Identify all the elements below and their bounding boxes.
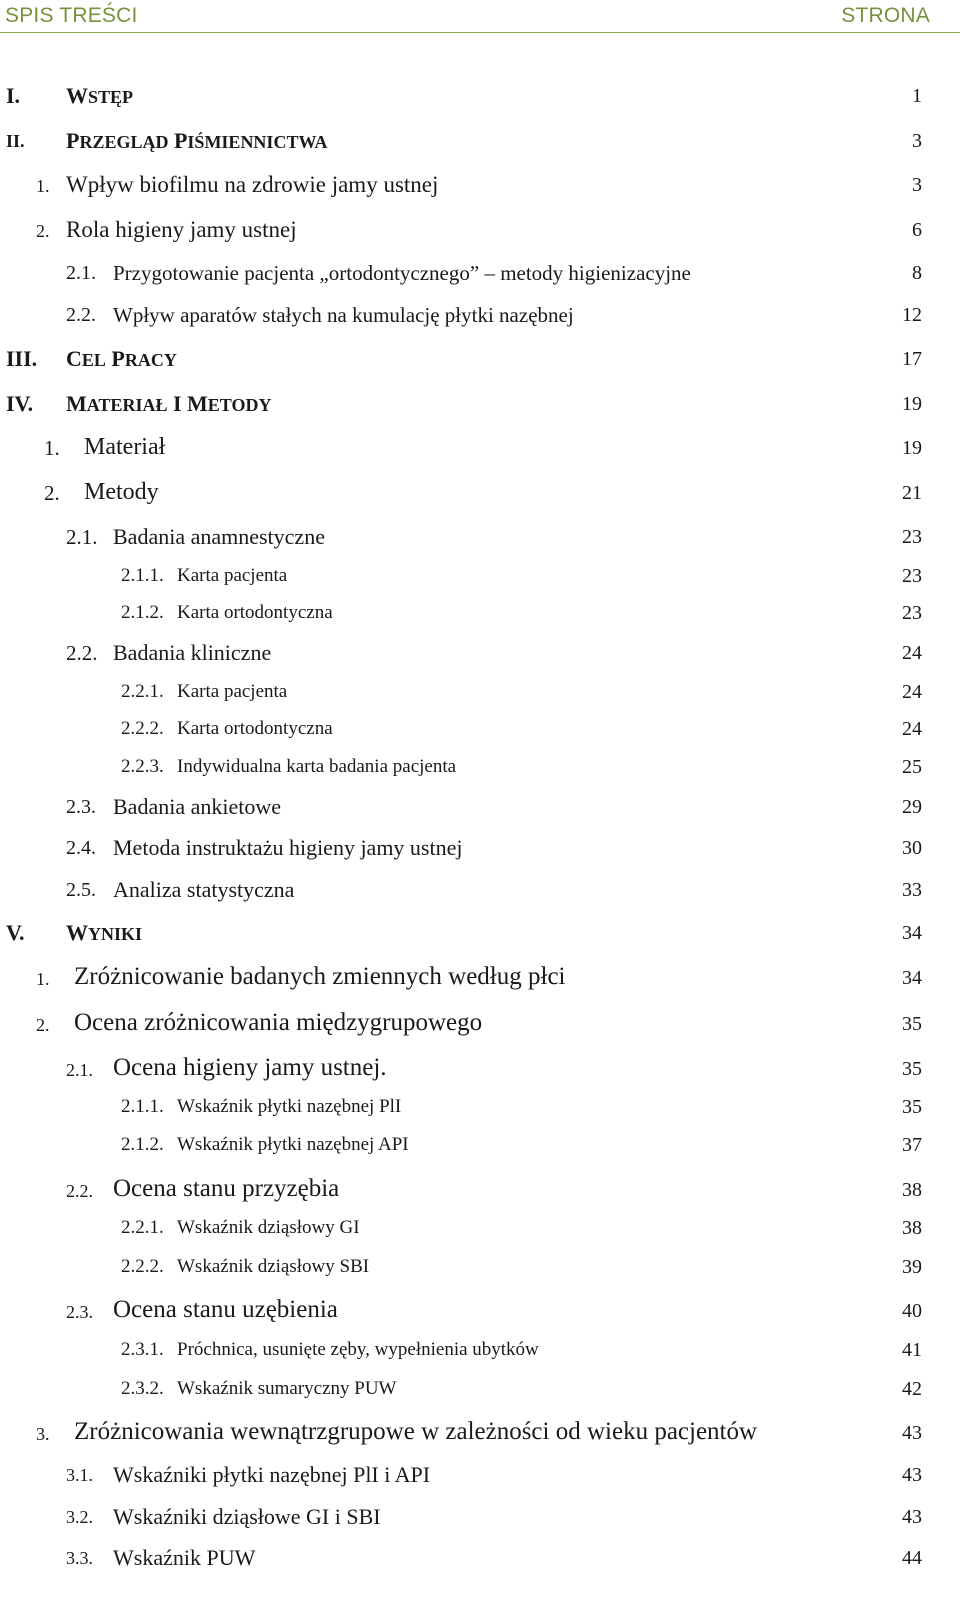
toc-entry-title: Zróżnicowania wewnątrzgrupowe w zależności od wieku pacjentów [74,1418,758,1445]
toc-entry [0,1054,960,1087]
toc-entry [0,346,960,376]
toc-entry-number: 2.1.1. [121,565,164,586]
toc-entry-title: Indywidualna karta badania pacjenta [177,756,457,777]
toc-entry [0,479,960,511]
toc-entry-page: 23 [902,565,922,587]
toc-entry-number: 2.2.1. [121,1217,164,1238]
toc-entry-page: 43 [902,1505,922,1528]
toc-entry [0,524,960,554]
toc-entry-page: 1 [912,84,922,107]
toc-entry [0,217,960,248]
toc-entry-number: 2.1.2. [121,1134,164,1155]
toc-entry [0,261,960,290]
toc-entry [0,1378,960,1405]
toc-entry-number: 1. [44,436,60,461]
toc-entry-title: Przygotowanie pacjenta „ortodontycznego” – metody higienizacyjne [113,261,691,285]
toc-entry-page: 24 [902,718,922,740]
toc-entry-page: 6 [912,219,922,242]
toc-entry-number: 2. [36,1014,50,1035]
toc-entry-page: 24 [902,681,922,703]
toc-entry [0,1296,960,1329]
toc-entry-page: 39 [902,1256,922,1278]
toc-entry [0,565,960,592]
toc-entry [0,602,960,629]
toc-entry-number: II. [6,131,25,152]
toc-header [0,4,960,33]
toc-entry-title: Wskaźniki płytki nazębnej PlI i API [113,1462,431,1487]
toc-entry [0,83,960,113]
toc-entry-number: IV. [6,391,34,416]
toc-entry-number: 2.3.1. [121,1339,164,1360]
toc-header-title: SPIS TREŚCI [5,4,138,27]
toc-entry-page: 21 [902,482,922,505]
toc-entry-number: 2.2.3. [121,756,164,777]
toc-entry-page: 29 [902,795,922,818]
toc-entry-page: 44 [902,1546,922,1569]
toc-entry-number: 2.1. [66,1059,93,1080]
toc-entry-title: Ocena stanu uzębienia [113,1296,338,1323]
toc-entry-title: WYNIKI [66,920,143,945]
toc-entry-number: 2.1.2. [121,602,164,623]
toc-entry-title: Karta pacjenta [177,565,288,586]
toc-entry-page: 34 [902,967,922,989]
toc-entry [0,1256,960,1283]
toc-entry-number: 2.1. [66,261,96,284]
toc-entry-title: Badania ankietowe [113,794,281,819]
toc-entry-title: MATERIAŁ I METODY [66,391,272,416]
toc-entry-page: 8 [912,261,922,284]
toc-entry-title: PRZEGLĄD PIŚMIENNICTWA [66,128,328,153]
toc-entry-number: 2.2.1. [121,681,164,702]
toc-entry-title: Wpływ aparatów stałych na kumulację płytki nazębnej [113,303,574,327]
toc-entry-page: 12 [902,303,922,326]
toc-entry-title: Próchnica, usunięte zęby, wypełnienia ubytków [177,1339,539,1360]
toc-entry-title: Rola higieny jamy ustnej [66,217,297,242]
toc-entry-page: 23 [902,525,922,548]
toc-entry-number: 2.3. [66,795,96,818]
toc-entry-number: III. [6,346,38,371]
toc-entry [0,1134,960,1161]
toc-entry-title: Ocena zróżnicowania międzygrupowego [74,1009,483,1036]
toc-entry [0,1339,960,1366]
toc-entry-page: 19 [902,392,922,415]
toc-entry-number: 2.2. [66,640,98,665]
toc-entry [0,835,960,865]
toc-entry-title: Karta ortodontyczna [177,602,333,623]
toc-entry-page: 42 [902,1378,922,1400]
toc-entry-number: 2. [44,481,60,506]
toc-entry-title: Karta pacjenta [177,681,288,702]
toc-entry [0,1504,960,1534]
toc-entry-number: 2.4. [66,836,96,859]
toc-entry-title: Wskaźnik sumaryczny PUW [177,1378,397,1399]
toc-entry-page: 40 [902,1300,922,1322]
toc-entry [0,794,960,824]
toc-entry-number: 3.3. [66,1548,93,1569]
toc-entry-title: Wskaźnik dziąsłowy GI [177,1217,360,1238]
toc-entry-title: Wskaźnik dziąsłowy SBI [177,1256,370,1277]
toc-entry-title: Wskaźniki dziąsłowe GI i SBI [113,1504,381,1529]
toc-entry-title: Metody [84,479,159,505]
toc-entry-page: 25 [902,756,922,778]
toc-entry-number: 2. [36,221,50,241]
toc-entry-number: 1. [36,968,50,989]
toc-entry [0,681,960,708]
toc-entry [0,172,960,203]
toc-entry-number: 3.1. [66,1465,93,1486]
toc-entry-title: Karta ortodontyczna [177,718,333,739]
toc-entry-page: 35 [902,1058,922,1080]
toc-entry-number: I. [6,83,21,108]
toc-entry [0,640,960,670]
toc-entry-number: 3.2. [66,1507,93,1528]
toc-entry-title: Wskaźnik płytki nazębnej PlI [177,1096,402,1117]
toc-entry [0,1462,960,1492]
toc-entry-page: 33 [902,878,922,901]
toc-entry-number: 2.2. [66,303,96,326]
toc-entry [0,1545,960,1575]
toc-entry-number: 2.1.1. [121,1096,164,1117]
toc-entry-page: 23 [902,602,922,624]
toc-entry [0,1009,960,1042]
toc-entry-page: 3 [912,129,922,152]
toc-entry [0,877,960,907]
toc-entry-number: 2.2. [66,1180,93,1201]
toc-entry [0,1175,960,1208]
toc-entry-title: Ocena higieny jamy ustnej. [113,1054,387,1081]
toc-entry-title: Wpływ biofilmu na zdrowie jamy ustnej [66,172,439,197]
toc-header-page-label: STRONA [841,4,930,27]
toc-entry-title: Wskaźnik PUW [113,1545,256,1570]
toc-entry [0,128,960,158]
toc-entry-title: WSTĘP [66,83,134,108]
toc-entry-title: Zróżnicowanie badanych zmiennych według płci [74,963,566,990]
toc-entry-page: 38 [902,1179,922,1201]
toc-entry-title: Badania kliniczne [113,640,272,665]
toc-entry-page: 34 [902,921,922,944]
toc-entry [0,391,960,421]
toc-entry [0,434,960,466]
toc-entry-page: 3 [912,174,922,197]
toc-entry [0,303,960,332]
toc-entry-page: 35 [902,1013,922,1035]
toc-entry-number: 2.1. [66,524,98,549]
toc-entry-page: 35 [902,1096,922,1118]
toc-entry-title: Metoda instruktażu higieny jamy ustnej [113,835,463,860]
toc-entry-page: 43 [902,1463,922,1486]
toc-entry-title: Badania anamnestyczne [113,524,325,549]
toc-entry-page: 37 [902,1134,922,1156]
toc-entry-page: 43 [902,1422,922,1444]
toc-entry-page: 17 [902,347,922,370]
toc-entry-title: CEL PRACY [66,346,177,371]
toc-entry [0,1096,960,1123]
toc-entry-page: 24 [902,641,922,664]
toc-entry-page: 19 [902,437,922,460]
toc-entry-title: Wskaźnik płytki nazębnej API [177,1134,409,1155]
toc-entry [0,756,960,783]
toc-entry-page: 30 [902,836,922,859]
toc-entry-number: V. [6,920,25,945]
toc-entry-title: Analiza statystyczna [113,877,295,902]
toc-entry [0,1217,960,1244]
toc-entry-page: 38 [902,1217,922,1239]
toc-entry-number: 3. [36,1423,50,1444]
toc-entry-number: 2.2.2. [121,718,164,739]
toc-entry-number: 1. [36,176,50,196]
toc-entry [0,963,960,996]
toc-entry-title: Ocena stanu przyzębia [113,1175,340,1202]
toc-entry-number: 2.5. [66,878,96,901]
toc-entry-page: 41 [902,1339,922,1361]
toc-entry [0,718,960,745]
toc-entry-number: 2.2.2. [121,1256,164,1277]
toc-entry-number: 2.3. [66,1301,93,1322]
toc-entry [0,1418,960,1451]
toc-entry-number: 2.3.2. [121,1378,164,1399]
toc-entry-title: Materiał [84,434,166,460]
toc-entry [0,920,960,950]
